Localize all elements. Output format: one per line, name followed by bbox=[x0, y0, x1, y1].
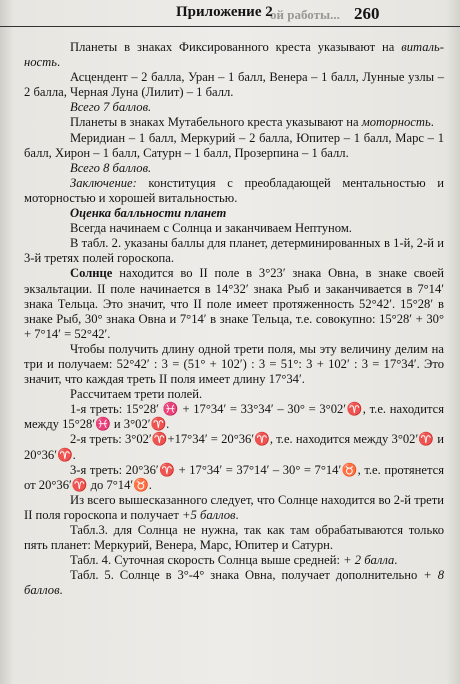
paragraph: Планеты в знаках Фиксированного креста указывают на витальность. bbox=[24, 40, 444, 70]
paragraph: 2-я треть: 3°02′♈+17°34′ = 20°36′♈, т.е. находится между 3°02′♈ и 20°36′♈. bbox=[24, 432, 444, 462]
paragraph: Солнце находится во II поле в 3°23′ знака Овна, в знаке своей экзальтации. II поле начинается в 14°32′ знака Рыб и заканчивается в 7°14′ знака Тельца. Это значит, что II поле имеет протяженность 52°42′. 15°28′ в знаке Рыб, 30° знака Овна и 7°14′ в знаке Тельца, т.е. совокупно: 15°28′ + 30° + 7°14′ = 52°42′. bbox=[24, 266, 444, 341]
paragraph: Асцендент – 2 балла, Уран – 1 балл, Венера – 1 балл, Лунные узлы – 2 балла, Черная Луна (Лилит) – 1 балл. bbox=[24, 70, 444, 100]
paragraph: Оценка балльности планет bbox=[70, 206, 227, 221]
paragraph: Табл. 5. Солнце в 3°-4° знака Овна, получает дополнительно + 8 баллов. bbox=[24, 568, 444, 598]
running-title: Приложение 2 bbox=[176, 4, 273, 20]
paragraph: Заключение: конституция с преобладающей ментальностью и моторностью и хорошей витальностью. bbox=[24, 175, 444, 205]
page-number: 260 bbox=[354, 4, 380, 23]
paragraph: Планеты в знаках Мутабельного креста указывают на моторность. bbox=[70, 115, 434, 130]
paragraph: 3-я треть: 20°36′♈ + 17°34′ = 37°14′ – 30° = 7°14′♉, т.е. протянется от 20°36′♈ до 7°14′♉. bbox=[24, 462, 444, 492]
page-body bbox=[24, 40, 444, 598]
paragraph: Табл.3. для Солнца не нужна, так как там обрабатываются только пять планет: Меркурий, Венера, Марс, Юпитер и Сатурн. bbox=[24, 523, 444, 553]
header-rule bbox=[0, 26, 460, 27]
paragraph: Всегда начинаем с Солнца и заканчиваем Нептуном. bbox=[70, 221, 352, 236]
paragraph: Всего 7 баллов. bbox=[70, 100, 152, 115]
bleed-through-text: ой работы... bbox=[270, 7, 340, 22]
paragraph: 1-я треть: 15°28′ ♓ + 17°34′ = 33°34′ – 30° = 3°02′♈, т.е. находится между 15°28′♓ и 3°02′♈. bbox=[24, 402, 444, 432]
paragraph: Всего 8 баллов. bbox=[70, 160, 152, 175]
paragraph: В табл. 2. указаны баллы для планет, детерминированных в 1-й, 2-й и 3-й третях полей гороскопа. bbox=[24, 236, 444, 266]
paragraph: Из всего вышесказанного следует, что Солнце находится во 2-й трети II поля гороскопа и получает +5 баллов. bbox=[24, 492, 444, 522]
paragraph: Рассчитаем трети полей. bbox=[70, 387, 203, 402]
paragraph: Меридиан – 1 балл, Меркурий – 2 балла, Юпитер – 1 балл, Марс – 1 балл, Хирон – 1 балл, Сатурн – 1 балл, Прозерпина – 1 балл. bbox=[24, 130, 444, 160]
paragraph: Чтобы получить длину одной трети поля, мы эту величину делим на три и получаем: 52°42′ : 3 = (51° + 102′) : 3 = 51°: 3 + 102′ : 3 = 17°34′. Это значит, что каждая треть II поля имеет длину 17°34′. bbox=[24, 341, 444, 387]
paragraph: Табл. 4. Суточная скорость Солнца выше средней: + 2 балла. bbox=[70, 553, 398, 568]
